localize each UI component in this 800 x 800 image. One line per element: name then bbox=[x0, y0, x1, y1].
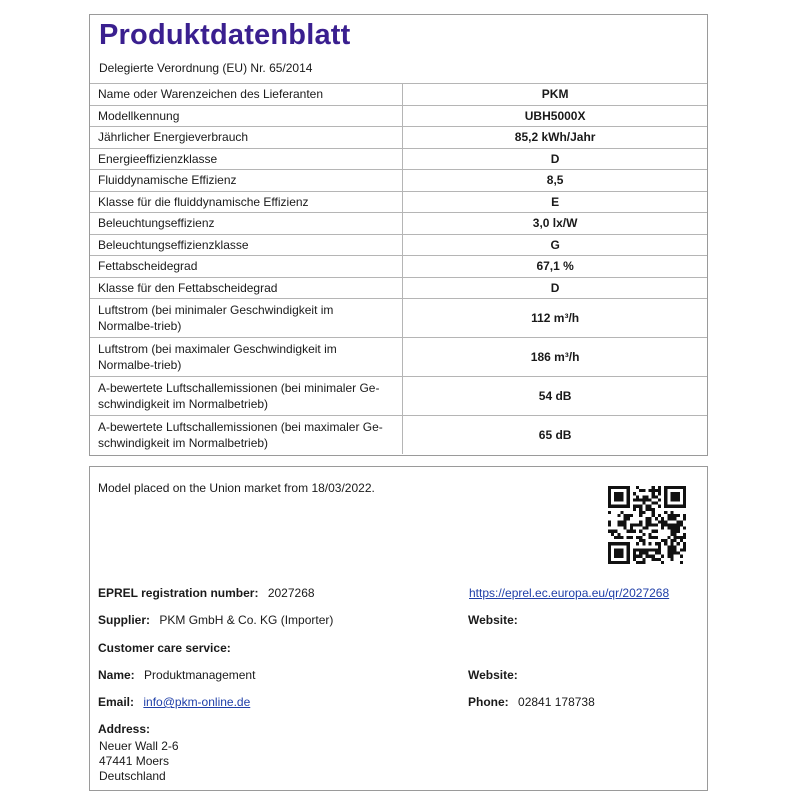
spec-value: D bbox=[403, 148, 707, 170]
spec-value: 85,2 kWh/Jahr bbox=[403, 127, 707, 149]
product-data-sheet bbox=[89, 14, 708, 456]
contact-phone bbox=[468, 695, 595, 709]
eprel-label: EPREL registration number: bbox=[98, 586, 259, 600]
spec-value: 186 m³/h bbox=[403, 338, 707, 377]
spec-row bbox=[90, 338, 707, 377]
address-line-1: Neuer Wall 2-6 bbox=[99, 739, 179, 753]
spec-label: Beleuchtungseffizienz bbox=[90, 213, 403, 235]
market-date-text: Model placed on the Union market from 18/03/2022. bbox=[98, 481, 375, 495]
spec-value: G bbox=[403, 234, 707, 256]
website-label-1 bbox=[468, 613, 518, 627]
spec-value: 65 dB bbox=[403, 416, 707, 455]
spec-row bbox=[90, 105, 707, 127]
supplier-label: Supplier: bbox=[98, 613, 151, 627]
website-label-2 bbox=[468, 668, 518, 682]
spec-value: 112 m³/h bbox=[403, 299, 707, 338]
eprel-registration bbox=[98, 586, 315, 600]
address-label bbox=[98, 722, 150, 736]
spec-row bbox=[90, 148, 707, 170]
supplier bbox=[98, 613, 333, 627]
name-label: Name: bbox=[98, 668, 135, 682]
spec-label: A-bewertete Luftschallemissionen (bei minimaler Ge-schwindigkeit im Normalbetrieb) bbox=[90, 377, 403, 416]
contact-name bbox=[98, 668, 255, 682]
website-label-text: Website: bbox=[468, 668, 518, 682]
spec-label: A-bewertete Luftschallemissionen (bei maximaler Ge-schwindigkeit im Normalbetrieb) bbox=[90, 416, 403, 455]
spec-label: Luftstrom (bei maximaler Geschwindigkeit im Normalbe-trieb) bbox=[90, 338, 403, 377]
spec-row bbox=[90, 170, 707, 192]
spec-label: Name oder Warenzeichen des Lieferanten bbox=[90, 84, 403, 106]
spec-row bbox=[90, 256, 707, 278]
spec-value: PKM bbox=[403, 84, 707, 106]
spec-row bbox=[90, 127, 707, 149]
spec-value: 67,1 % bbox=[403, 256, 707, 278]
website-label-text: Website: bbox=[468, 613, 518, 627]
spec-label: Luftstrom (bei minimaler Geschwindigkeit im Normalbe-trieb) bbox=[90, 299, 403, 338]
customer-care-text: Customer care service: bbox=[98, 641, 231, 655]
spec-row bbox=[90, 277, 707, 299]
phone-value: 02841 178738 bbox=[518, 695, 595, 709]
name-value: Produktmanagement bbox=[144, 668, 256, 682]
spec-label: Modellkennung bbox=[90, 105, 403, 127]
spec-table bbox=[90, 83, 707, 454]
supplier-value: PKM GmbH & Co. KG (Importer) bbox=[159, 613, 334, 627]
spec-value: 54 dB bbox=[403, 377, 707, 416]
spec-label: Jährlicher Energieverbrauch bbox=[90, 127, 403, 149]
spec-value: 8,5 bbox=[403, 170, 707, 192]
spec-row bbox=[90, 234, 707, 256]
spec-label: Fettabscheidegrad bbox=[90, 256, 403, 278]
spec-row bbox=[90, 416, 707, 455]
spec-row bbox=[90, 213, 707, 235]
email-link[interactable]: info@pkm-online.de bbox=[143, 695, 251, 709]
qr-code-icon bbox=[608, 486, 686, 564]
spec-value: UBH5000X bbox=[403, 105, 707, 127]
phone-label: Phone: bbox=[468, 695, 509, 709]
address-line-2: 47441 Moers bbox=[99, 754, 170, 768]
eprel-link[interactable]: https://eprel.ec.europa.eu/qr/2027268 bbox=[469, 586, 670, 600]
spec-label: Klasse für den Fettabscheidegrad bbox=[90, 277, 403, 299]
sheet-title: Produktdatenblatt bbox=[99, 19, 351, 51]
spec-row bbox=[90, 84, 707, 106]
address-label-text: Address: bbox=[98, 722, 151, 736]
spec-row bbox=[90, 191, 707, 213]
address-line-3: Deutschland bbox=[99, 769, 166, 783]
eprel-value: 2027268 bbox=[267, 586, 315, 600]
spec-row bbox=[90, 377, 707, 416]
customer-care-label bbox=[98, 641, 231, 655]
spec-label: Energieeffizienzklasse bbox=[90, 148, 403, 170]
spec-value: E bbox=[403, 191, 707, 213]
spec-value: 3,0 lx/W bbox=[403, 213, 707, 235]
spec-label: Fluiddynamische Effizienz bbox=[90, 170, 403, 192]
spec-label: Klasse für die fluiddynamische Effizienz bbox=[90, 191, 403, 213]
email-label: Email: bbox=[98, 695, 135, 709]
sheet-subtitle: Delegierte Verordnung (EU) Nr. 65/2014 bbox=[99, 61, 313, 75]
spec-label: Beleuchtungseffizienzklasse bbox=[90, 234, 403, 256]
spec-value: D bbox=[403, 277, 707, 299]
spec-row bbox=[90, 299, 707, 338]
contact-email bbox=[98, 695, 250, 709]
